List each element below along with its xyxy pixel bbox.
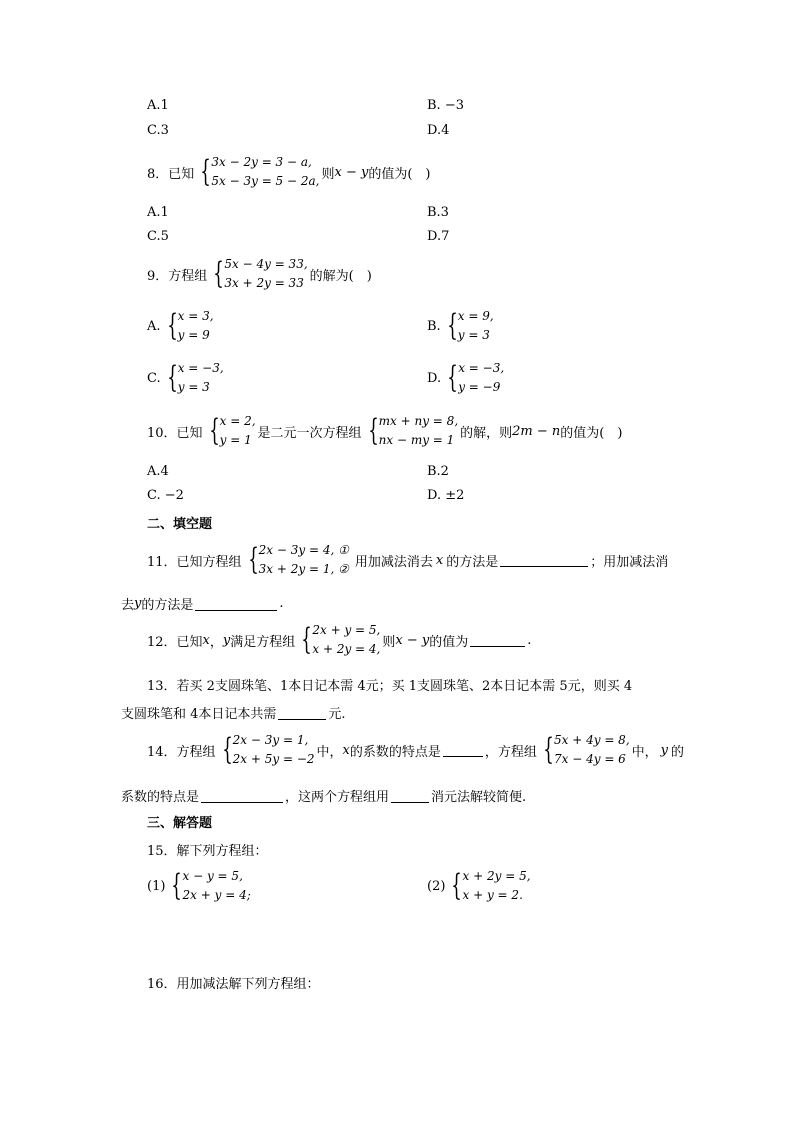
q8-mid: 则 [321, 166, 335, 182]
q14-text5: 的 [671, 744, 685, 760]
q14-eq2: 2x + 5y = −2 [232, 752, 315, 766]
q10-mid2: 的解，则 [460, 425, 513, 441]
q12-text: 满足方程组 [230, 634, 296, 650]
q10-option-b: B.2 [427, 464, 449, 479]
q15-p2-label: (2) [427, 878, 446, 894]
left-brace: { [367, 413, 379, 448]
q15-title: 15．解下列方程组： [147, 844, 268, 859]
q11-end: . [279, 596, 284, 611]
q15-part1 [147, 866, 253, 906]
q13-line2-a: 支圆珠笔和 4本日记本共需 [121, 707, 277, 722]
q9-a-line1: x = 3, [177, 309, 214, 323]
q9-option-d-label: D. [427, 370, 442, 386]
q14-var-y: y [660, 742, 669, 758]
q9-a-line2: y = 9 [177, 328, 210, 342]
q10-option-c: C. −2 [147, 488, 184, 503]
q9-option-b [427, 306, 496, 346]
q13-blank[interactable] [278, 706, 326, 720]
q14-text3: ，方程组 [484, 744, 537, 760]
q15-p2-eq1: x + 2y = 5, [462, 869, 531, 883]
q10-eq1: mx + ny = 8, [378, 414, 459, 428]
q9-option-c [147, 358, 226, 398]
q9-suffix: 的解为( ) [309, 268, 372, 284]
q14-prefix: 14．方程组 [147, 744, 216, 760]
q9-eq2: 3x + 2y = 33 [224, 276, 304, 290]
left-brace: { [451, 868, 463, 903]
q10-sol2: y = 1 [219, 433, 252, 447]
q9-b-line1: x = 9, [457, 309, 494, 323]
q8-option-d: D.7 [427, 229, 450, 244]
q11-line2-a: 去 [121, 598, 135, 613]
q7-option-c: C.3 [147, 123, 169, 138]
q14-eq4: 7x − 4y = 6 [554, 752, 626, 766]
q8-option-c: C.5 [147, 229, 169, 244]
q12-eq2: x + 2y = 4, [312, 642, 381, 656]
q9-option-d [427, 358, 506, 398]
left-brace: { [171, 868, 183, 903]
q12-eq1: 2x + y = 5, [312, 623, 381, 637]
q12-var-y: y [222, 632, 231, 648]
q10-sol1: x = 2, [219, 414, 256, 428]
q8-expr: x − y [334, 164, 369, 180]
q9-system [209, 255, 307, 293]
q11-text2: 的方法是 [446, 554, 499, 570]
q9-b-line2: y = 3 [457, 328, 490, 342]
left-brace: { [301, 622, 313, 657]
q9-eq1: 5x − 4y = 33, [224, 257, 308, 271]
q8-option-b: B.3 [427, 205, 449, 220]
q11-var-y: y [134, 596, 142, 611]
q11-var-x: x [435, 552, 444, 568]
left-brace: { [200, 154, 212, 189]
q14-eq1: 2x − 3y = 1, [232, 733, 309, 747]
question-9 [147, 254, 372, 294]
q8-eq2: 5x − 3y = 5 − 2a, [211, 174, 320, 188]
q9-d-line2: y = −9 [458, 380, 501, 394]
question-14 [147, 730, 684, 770]
q14-blank-2[interactable] [201, 789, 283, 803]
q10-option-d: D. ±2 [427, 488, 465, 503]
q9-prefix: 9．方程组 [147, 268, 208, 284]
q14-line2-a: 系数的特点是 [121, 790, 200, 805]
left-brace: { [447, 360, 458, 395]
left-brace: { [221, 732, 233, 767]
q15-p1-eq2: 2x + y = 4; [182, 888, 251, 902]
q10-eq2: nx − my = 1 [378, 433, 455, 447]
q14-blank-1[interactable] [443, 743, 483, 757]
question-12 [147, 620, 531, 660]
q8-option-a: A.1 [147, 205, 169, 220]
q8-system [196, 153, 319, 191]
question-8 [147, 152, 431, 192]
q11-eq2: 3x + 2y = 1, ② [258, 562, 349, 576]
q14-line2-b: ，这两个方程组用 [285, 790, 390, 805]
q12-mid: 则 [382, 634, 396, 650]
q9-option-c-label: C. [147, 370, 161, 386]
left-brace: { [166, 360, 178, 395]
q8-suffix: 的值为( ) [368, 166, 431, 182]
q11-text3: ；用加减法消 [590, 554, 669, 570]
question-14-line2 [121, 786, 526, 805]
q11-blank-1[interactable] [500, 553, 588, 567]
q8-eq1: 3x − 2y = 3 − a, [211, 155, 312, 169]
q14-text1: 中， [316, 744, 343, 760]
q14-var-x: x [342, 742, 350, 758]
q14-text4: 中， [631, 744, 658, 760]
q15-p1-eq1: x − y = 5, [182, 869, 243, 883]
q14-blank-3[interactable] [391, 789, 429, 803]
question-11-line2 [121, 594, 284, 613]
q15-p2-eq2: x + y = 2. [462, 888, 523, 902]
question-11 [147, 540, 668, 580]
left-brace: { [213, 256, 225, 291]
q15-p1-label: (1) [147, 878, 166, 894]
q12-blank[interactable] [470, 633, 525, 647]
q9-c-line1: x = −3, [177, 361, 224, 375]
q13-line2-b: 元. [328, 707, 346, 722]
q10-suffix: 的值为( ) [560, 425, 623, 441]
q10-option-a: A.4 [147, 464, 169, 479]
q11-line2-b: 的方法是 [141, 598, 194, 613]
q7-option-d: D.4 [427, 123, 450, 138]
left-brace: { [208, 413, 220, 448]
q8-prefix: 8．已知 [147, 166, 195, 182]
q9-c-line2: y = 3 [177, 380, 210, 394]
q11-blank-2[interactable] [195, 597, 277, 611]
q9-option-a-label: A. [147, 318, 161, 334]
q10-prefix: 10．已知 [147, 425, 203, 441]
q11-eq1: 2x − 3y = 4, ① [258, 543, 349, 557]
q13-line1: 13．若买 2支圆珠笔、1本日记本需 4元；买 1支圆珠笔、2本日记本需 5元，则买 4 [147, 679, 633, 694]
q9-d-line1: x = −3, [458, 361, 505, 375]
q10-expr: 2m − n [512, 423, 561, 439]
q9-option-a [147, 306, 216, 346]
q9-option-b-label: B. [427, 318, 441, 334]
q14-line2-c: 消元法解较简便. [431, 790, 527, 805]
q14-eq3: 5x + 4y = 8, [554, 733, 630, 747]
section-2-heading: 二、填空题 [147, 517, 213, 532]
q14-text2: 的系数的特点是 [349, 744, 441, 760]
q12-var-x: x [202, 632, 210, 648]
q7-option-a: A.1 [147, 98, 169, 113]
q12-comma: ， [209, 634, 223, 650]
question-13-line2 [121, 703, 346, 722]
left-brace: { [543, 732, 554, 767]
q12-prefix: 12．已知 [147, 634, 203, 650]
left-brace: { [446, 308, 458, 343]
question-10 [147, 411, 622, 451]
q12-end: . [527, 632, 532, 648]
q11-text1: 用加减法消去 [354, 554, 433, 570]
q16-title: 16．用加减法解下列方程组： [147, 977, 320, 992]
q11-prefix: 11．已知方程组 [147, 554, 242, 570]
q10-mid: 是二元一次方程组 [257, 425, 362, 441]
q12-expr: x − y [395, 632, 430, 648]
q7-option-b: B. −3 [427, 98, 464, 113]
section-3-heading: 三、解答题 [147, 816, 213, 831]
q12-suffix: 的值为 [429, 634, 469, 650]
q15-part2 [427, 866, 533, 906]
left-brace: { [247, 542, 259, 577]
left-brace: { [166, 308, 178, 343]
